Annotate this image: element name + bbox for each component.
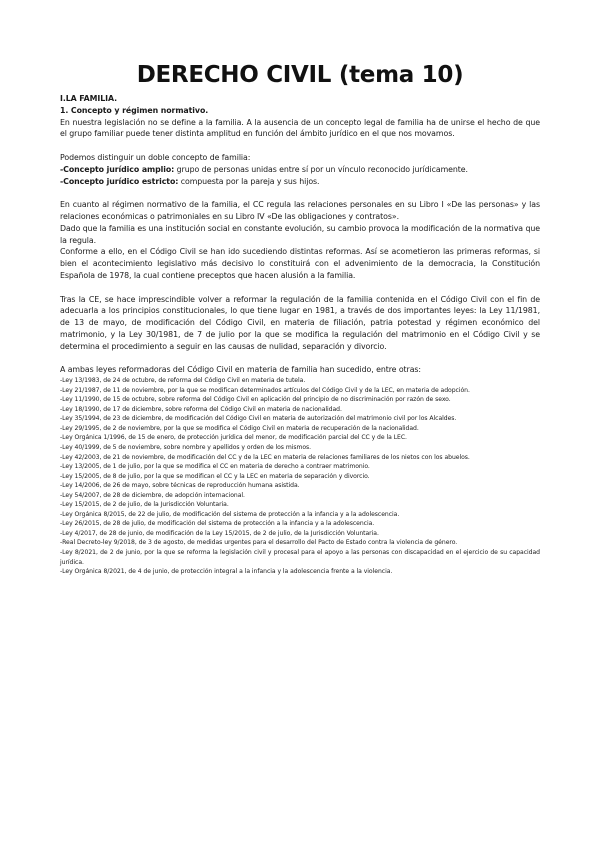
law-item: -Ley 21/1987, de 11 de noviembre, por la que se modifican determinados artículos del Código Civil y de la LEC, en materia de adopción. — [60, 386, 470, 394]
law-item: -Ley 4/2017, de 28 de junio, de modificación de la Ley 15/2015, de 2 de julio, de la Jurisdicción Voluntaria. — [60, 529, 379, 537]
law-item: -Ley 15/2005, de 8 de julio, por la que se modifican el CC y la LEC en materia de separación y divorcio. — [60, 472, 370, 480]
concept-broad — [60, 164, 540, 176]
law-item: -Ley Orgánica 8/2021, de 4 de junio, de protección integral a la infancia y la adolescencia frente a la violencia. — [60, 568, 393, 576]
law-item: -Ley Orgánica 8/2015, de 22 de julio, de modificación del sistema de protección a la infancia y a la adolescencia. — [60, 510, 400, 518]
law-item: -Ley 42/2003, de 21 de noviembre, de modificación del CC y de la LEC en materia de relaciones familiares de los nietos con los abuelos. — [60, 453, 470, 461]
paragraph-definition: En nuestra legislación no se define a la familia. A la ausencia de un concepto legal de familia ha de unirse el hecho de que el grupo familiar puede tener distinta amplitud en función del ámbito jurídico en el que nos movamos. — [60, 117, 540, 139]
law-item: -Ley 15/2015, de 2 de julio, de la Jurisdicción Voluntaria. — [60, 501, 229, 509]
concept-strict — [60, 176, 540, 188]
paragraph-evolution: Dado que la familia es una institución social en constante evolución, su cambio provoca la modificación de la normativa que la regula. — [60, 223, 540, 245]
paragraph-reforms: Conforme a ello, en el Código Civil se han ido sucediendo distintas reformas. Así se acometieron las primeras reformas, si bien el acontecimiento legislativo más decisivo lo constituirá con el advenimiento de la democracia, la Constitución Española de 1978, la cual contiene preceptos que hacen alusión a la familia. — [60, 247, 540, 280]
law-item: -Ley 54/2007, de 28 de diciembre, de adopción internacional. — [60, 491, 245, 499]
concept-broad-text: grupo de personas unidas entre sí por un vínculo reconocido jurídicamente. — [174, 164, 468, 174]
page-title: DERECHO CIVIL (tema 10) — [136, 62, 464, 88]
law-item: -Ley 40/1999, de 5 de noviembre, sobre nombre y apellidos y orden de los mismos. — [60, 443, 312, 451]
laws-intro: A ambas leyes reformadoras del Código Civil en materia de familia han sucedido, entre otras: — [60, 365, 421, 375]
paragraph-regime: En cuanto al régimen normativo de la familia, el CC regula las relaciones personales en su Libro I «De las personas» y las relaciones económicas o patrimoniales en su Libro IV «De las obligaciones y contratos». — [60, 200, 540, 221]
law-item: -Ley 14/2006, de 26 de mayo, sobre técnicas de reproducción humana asistida. — [60, 482, 300, 490]
law-item: -Ley 11/1990, de 15 de octubre, sobre reforma del Código Civil en aplicación del principio de no discriminación por razón de sexo. — [60, 396, 451, 404]
section-heading: I.LA FAMILIA. — [60, 94, 118, 103]
law-item: -Ley 35/1994, de 23 de diciembre, de modificación del Código Civil en materia de autorización del matrimonio civil por los Alcaldes. — [60, 415, 457, 423]
document-body — [60, 93, 540, 577]
law-item: -Ley 18/1990, de 17 de diciembre, sobre reforma del Código Civil en materia de nacionalidad. — [60, 405, 342, 413]
law-item: -Real Decreto-ley 9/2018, de 3 de agosto, de medidas urgentes para el desarrollo del Pacto de Estado contra la violencia de género. — [60, 539, 458, 547]
concept-strict-term: -Concepto jurídico estricto: — [60, 176, 179, 186]
law-item: -Ley 26/2015, de 28 de julio, de modificación del sistema de protección a la infancia y a la adolescencia. — [60, 520, 375, 528]
law-item: -Ley 13/1983, de 24 de octubre, de reforma del Código Civil en materia de tutela. — [60, 377, 306, 385]
concept-strict-text: compuesta por la pareja y sus hijos. — [178, 176, 320, 186]
concept-broad-term: -Concepto jurídico amplio: — [60, 164, 175, 174]
law-item: -Ley 13/2005, de 1 de julio, por la que se modifica el CC en materia de derecho a contraer matrimonio. — [60, 463, 370, 471]
laws-list — [60, 376, 540, 576]
law-item: -Ley Orgánica 1/1996, de 15 de enero, de protección jurídica del menor, de modificación parcial del CC y de la LEC. — [60, 434, 407, 442]
paragraph-ce: Tras la CE, se hace imprescindible volver a reformar la regulación de la familia contenida en el Código Civil con el fin de adecuarla a los principios constitucionales, lo que tiene lugar en 1981, a través de dos importantes leyes: la Ley 11/1981, de 13 de mayo, de modificación del Código Civil, en materia de filiación, patria potestad y régimen económico del matrimonio, y la Ley 30/1981, de 7 de julio por la que se modifica la regulación del matrimonio en el Código Civil y se determina el procedimiento a seguir en las causas de nulidad, separación y divorcio. — [60, 294, 540, 351]
paragraph-concepts-intro: Podemos distinguir un doble concepto de familia: — [60, 152, 251, 162]
law-item: -Ley 29/1995, de 2 de noviembre, por la que se modifica el Código Civil en materia de recuperación de la nacionalidad. — [60, 424, 419, 432]
law-item: -Ley 8/2021, de 2 de junio, por la que se reforma la legislación civil y procesal para el apoyo a las personas con discapacidad en el ejercicio de su capacidad jurídica. — [60, 548, 540, 566]
subsection-heading: 1. Concepto y régimen normativo. — [60, 105, 209, 115]
